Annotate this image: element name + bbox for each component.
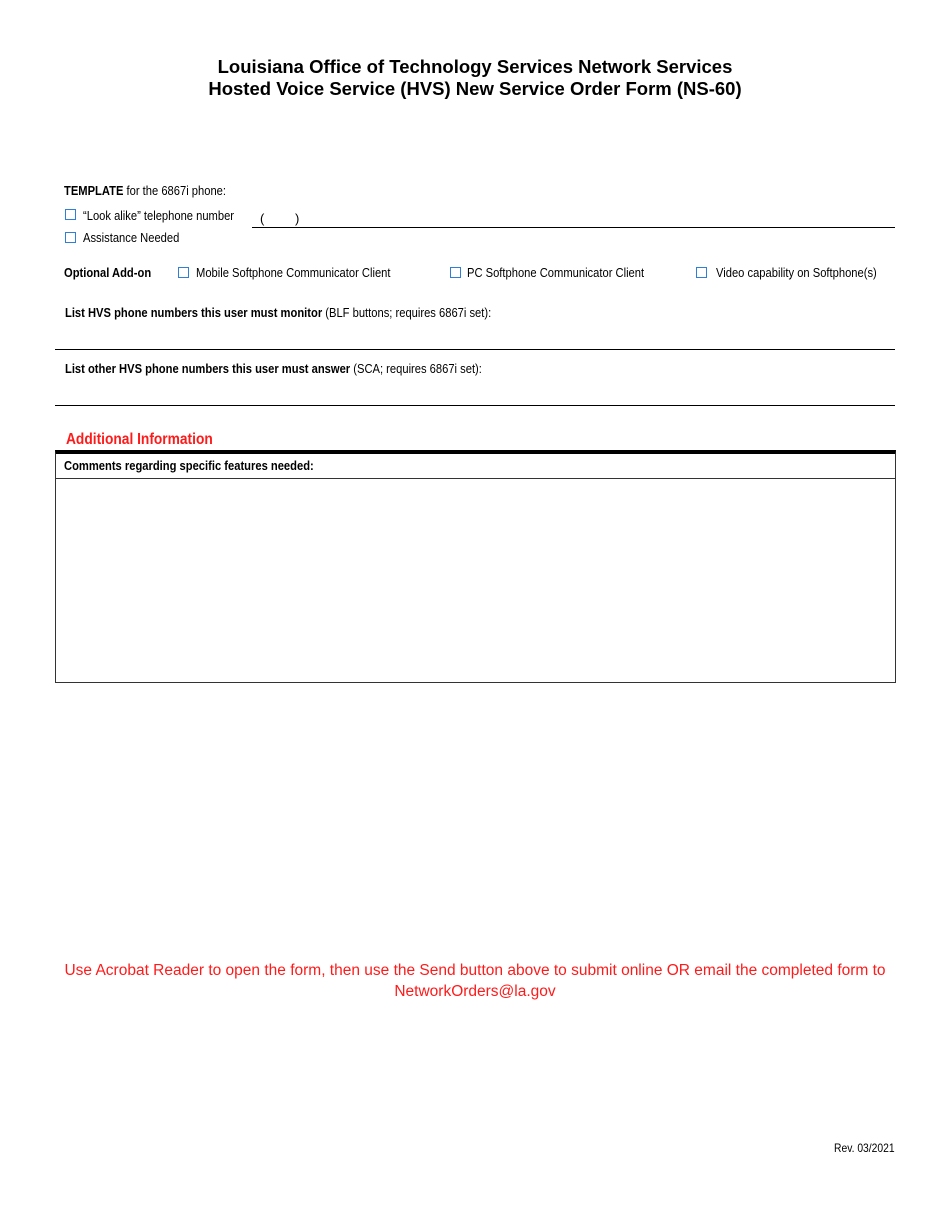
mobile-softphone-checkbox[interactable] bbox=[178, 267, 189, 278]
optional-addon-label: Optional Add-on bbox=[64, 265, 152, 280]
video-capability-checkbox[interactable] bbox=[696, 267, 707, 278]
template-label-bold: TEMPLATE bbox=[64, 183, 124, 198]
phone-open-paren: ( bbox=[260, 211, 265, 226]
submit-notice-email[interactable]: NetworkOrders@la.gov bbox=[394, 983, 556, 1000]
revision-label: Rev. 03/2021 bbox=[834, 1141, 895, 1155]
answer-label bbox=[65, 361, 550, 377]
phone-close-paren: ) bbox=[295, 211, 300, 226]
answer-label-rest: (SCA; requires 6867i set): bbox=[350, 361, 482, 376]
comments-textarea[interactable] bbox=[56, 479, 895, 679]
look-alike-phone-underline bbox=[252, 227, 895, 228]
monitor-underline bbox=[55, 349, 895, 350]
answer-numbers-field[interactable] bbox=[65, 382, 893, 402]
additional-info-heading: Additional Information bbox=[66, 431, 213, 448]
look-alike-label: “Look alike” telephone number bbox=[83, 208, 235, 223]
pc-softphone-checkbox[interactable] bbox=[450, 267, 461, 278]
assistance-needed-checkbox[interactable] bbox=[65, 232, 76, 243]
pc-softphone-label: PC Softphone Communicator Client bbox=[467, 265, 645, 280]
video-capability-label: Video capability on Softphone(s) bbox=[716, 265, 877, 280]
look-alike-checkbox[interactable] bbox=[65, 209, 76, 220]
form-title-line1: Louisiana Office of Technology Services Network Services bbox=[217, 56, 733, 77]
monitor-label bbox=[65, 305, 561, 321]
assistance-needed-label: Assistance Needed bbox=[83, 230, 180, 245]
comments-label: Comments regarding specific features needed: bbox=[64, 458, 314, 473]
monitor-label-rest: (BLF buttons; requires 6867i set): bbox=[322, 305, 492, 320]
submit-notice-line1: Use Acrobat Reader to open the form, then use the Send button above to submit online OR email the completed form to bbox=[64, 962, 886, 979]
mobile-softphone-label: Mobile Softphone Communicator Client bbox=[196, 265, 391, 280]
template-label bbox=[64, 183, 252, 199]
monitor-label-bold: List HVS phone numbers this user must monitor bbox=[65, 305, 323, 320]
form-title-line2: Hosted Voice Service (HVS) New Service Order Form (NS-60) bbox=[208, 78, 742, 99]
template-label-rest: for the 6867i phone: bbox=[123, 183, 226, 198]
answer-label-bold: List other HVS phone numbers this user must answer bbox=[65, 361, 351, 376]
monitor-numbers-field[interactable] bbox=[65, 326, 893, 346]
answer-underline bbox=[55, 405, 895, 406]
look-alike-phone-field[interactable] bbox=[310, 211, 890, 227]
comments-box bbox=[55, 450, 896, 683]
